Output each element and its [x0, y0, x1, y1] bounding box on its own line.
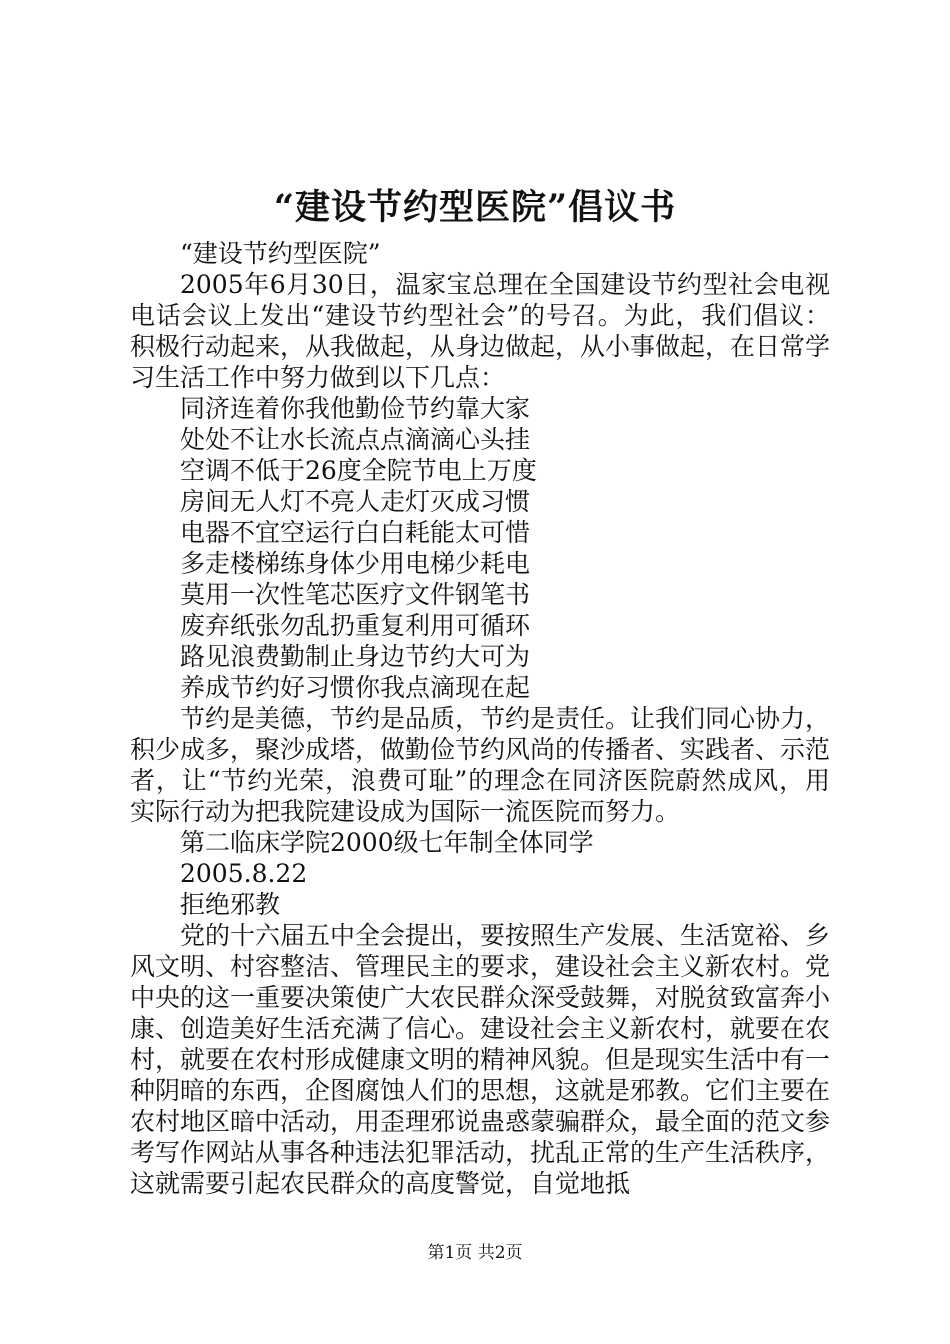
heading-line: “建设节约型医院”	[180, 239, 381, 268]
verse-line: 多走楼梯练身体少用电梯少耗电	[180, 549, 531, 578]
section-title: 拒绝邪教	[180, 890, 281, 919]
signature: 第二临床学院2000级七年制全体同学	[180, 828, 594, 857]
verse-line: 路见浪费勤制止身边节约大可为	[180, 642, 531, 671]
page-footer: 第1页 共2页	[427, 1243, 523, 1263]
document-body	[130, 238, 830, 1199]
page-title: “建设节约型医院”倡议书	[273, 187, 677, 228]
verse-line: 电器不宜空运行白白耗能太可惜	[180, 518, 531, 547]
verse-line: 房间无人灯不亮人走灯灭成习惯	[180, 487, 531, 516]
verse-line: 养成节约好习惯你我点滴现在起	[180, 673, 531, 702]
intro-paragraph: 2005年6月30日，温家宝总理在全国建设节约型社会电视电话会议上发出“建设节约型社会”的号召。为此，我们倡议：积极行动起来，从我做起，从身边做起，从小事做起，在日常学习生活工作中努力做到以下几点：	[130, 270, 831, 392]
verse-line: 废弃纸张勿乱扔重复利用可循环	[180, 611, 531, 640]
date: 2005.8.22	[180, 859, 308, 888]
verse-line: 处处不让水长流点点滴滴心头挂	[180, 425, 531, 454]
closing-paragraph: 节约是美德，节约是品质，节约是责任。让我们同心协力，积少成多，聚沙成塔，做勤俭节约风尚的传播者、实践者、示范者，让“节约光荣，浪费可耻”的理念在同济医院蔚然成风，用实际行动为把我院建设成为国际一流医院而努力。	[130, 704, 831, 826]
section-paragraph: 党的十六届五中全会提出，要按照生产发展、生活宽裕、乡风文明、村容整洁、管理民主的要求，建设社会主义新农村。党中央的这一重要决策使广大农民群众深受鼓舞，对脱贫致富奔小康、创造美好生活充满了信心。建设社会主义新农村，就要在农村，就要在农村形成健康文明的精神风貌。但是现实生活中有一种阴暗的东西，企图腐蚀人们的思想，这就是邪教。它们主要在农村地区暗中活动，用歪理邪说蛊惑蒙骗群众，最全面的范文参考写作网站从事各种违法犯罪活动，扰乱正常的生产生活秩序，这就需要引起农民群众的高度警觉，自觉地抵	[130, 921, 831, 1198]
verse-line: 莫用一次性笔芯医疗文件钢笔书	[180, 580, 531, 609]
verse-line: 同济连着你我他勤俭节约靠大家	[180, 394, 531, 423]
verse-line: 空调不低于26度全院节电上万度	[180, 456, 537, 485]
